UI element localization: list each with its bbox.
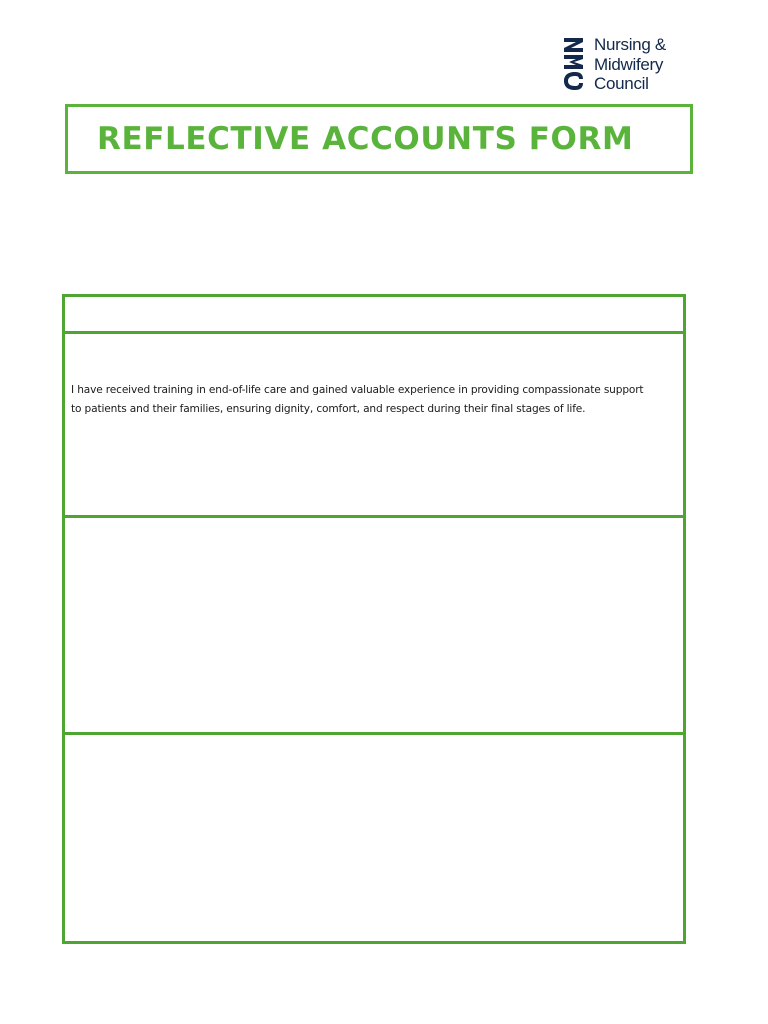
logo-line-1: Nursing & [594,35,666,54]
nmc-logo-wordmark [594,35,666,94]
nmc-logo-mark-icon [562,35,588,93]
form-row-2-text: I have received training in end-of-life care and gained valuable experience in providing compassionate support to patients and their families, ensuring dignity, comfort, and respect during their final stages of life. [71,384,644,415]
form-row-3 [65,518,683,735]
nmc-logo [562,35,702,95]
title-box [65,104,693,174]
reflective-form-table [62,294,686,944]
form-row-2 [65,334,683,518]
logo-line-2: Midwifery [594,54,664,74]
logo-line-3: Council [594,74,649,93]
form-row-1 [65,297,683,334]
form-row-4 [65,735,683,941]
page-title: REFLECTIVE ACCOUNTS FORM [97,121,634,157]
